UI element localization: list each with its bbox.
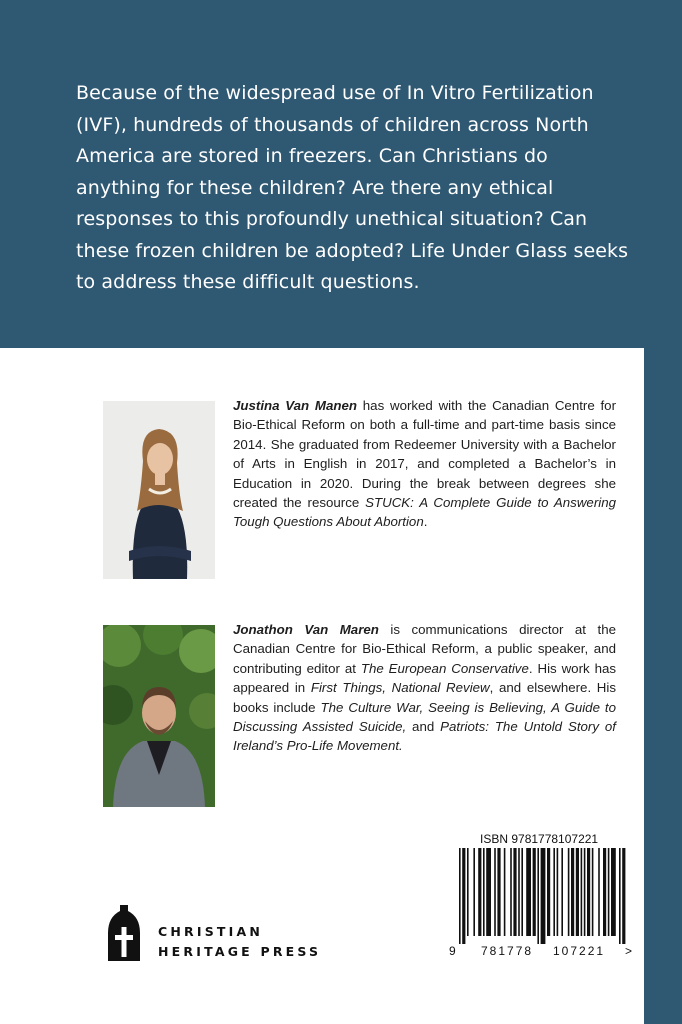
barcode-bars [455,848,630,944]
author-name: Justina Van Manen [233,398,358,413]
publisher-name-line1: CHRISTIAN [158,924,264,939]
isbn-barcode [449,828,633,976]
author-bio-justina: Justina Van Manen has worked with the Canadian Centre for Bio-Ethical Reform on both a full-time and part-time basis since 2014. She graduated from Redeemer University with a Bachelor of Arts in English in 2017, and completed a Bachelor’s in Education in 2020. During the break between degrees she created the resource STUCK: A Complete Guide to Answering Tough Questions About Abortion. [233,398,616,530]
barcode-right-group: 107221 [553,944,606,958]
barcode-first-digit: 9 [449,944,456,958]
back-cover-blurb: Because of the widespread use of In Vitro Fertilization (IVF), hundreds of thousands of children across North America are stored in freezers. Can Christians do anything for these children? Are there any ethical responses to this profoundly unethical situation? Can these frozen children be adopted? Life Under Glass seeks to address these difficult questions. [76,82,629,293]
author-photo-justina [103,401,215,579]
author-bio-jonathon: Jonathon Van Maren is communications director at the Canadian Centre for Bio-Ethical Reform, a public speaker, and contributing editor at The European Conservative. His work has appeared in First Things, National Review, and elsewhere. His books include The Culture War, Seeing is Believing, A Guide to Discussing Assisted Suicide, and Patriots: The Untold Story of Ireland’s Pro-Life Movement. [233,622,617,754]
helmet-cross-logo-icon [104,903,144,969]
isbn-label: ISBN 9781778107221 [480,832,599,846]
publisher-name-line2: HERITAGE PRESS [158,944,322,959]
barcode-left-group: 781778 [481,944,534,958]
author-name: Jonathon Van Maren [233,622,379,637]
author-panel [0,348,644,1024]
author-photo-jonathon [103,625,215,807]
barcode-arrow: > [625,944,633,958]
